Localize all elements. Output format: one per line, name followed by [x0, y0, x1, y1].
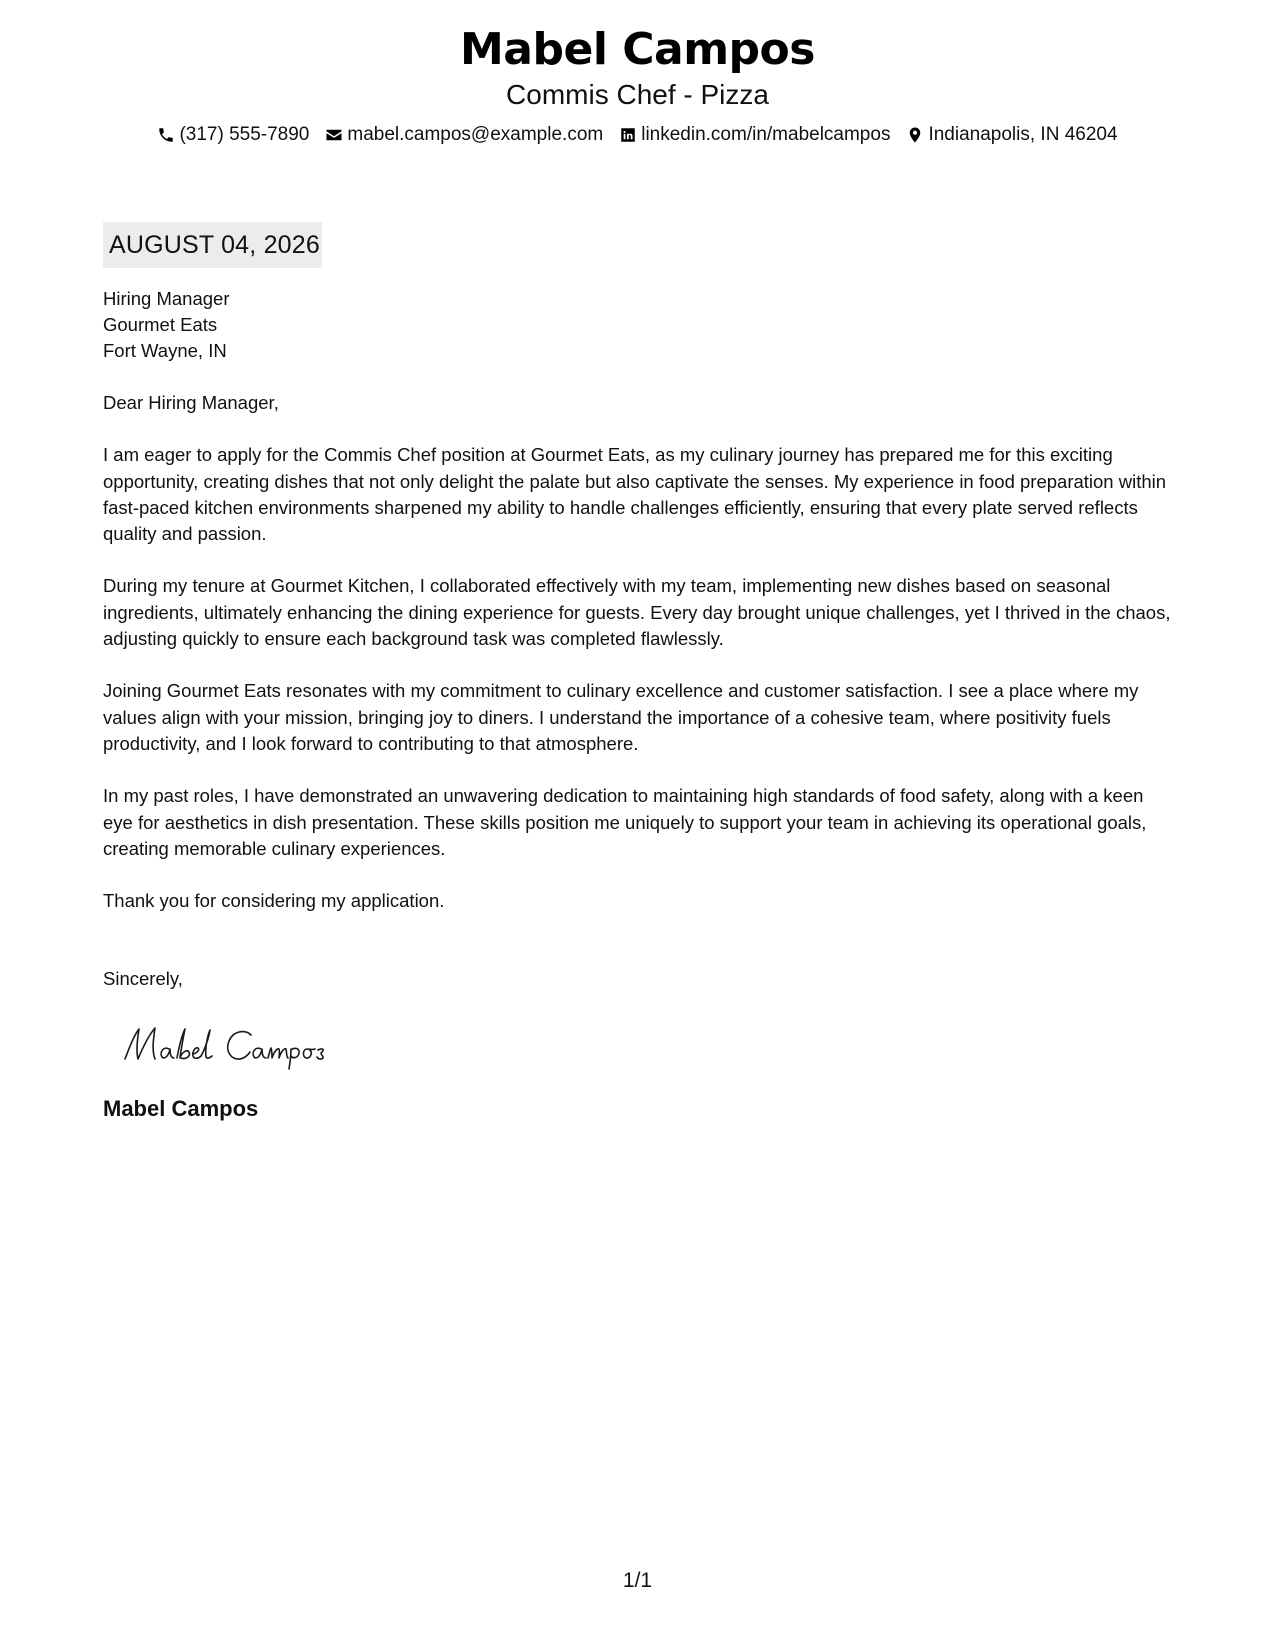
phone-number: (317) 555-7890 [179, 124, 310, 145]
location-text: Indianapolis, IN 46204 [928, 124, 1118, 145]
job-title: Commis Chef - Pizza [506, 79, 769, 110]
contact-phone [157, 122, 309, 148]
applicant-name: Mabel Campos [460, 24, 815, 75]
thanks-line: Thank you for considering my application. [103, 890, 445, 912]
body-paragraph: During my tenure at Gourmet Kitchen, I collaborated effectively with my team, implementing new dishes based on seasonal ingredients, ultimately enhancing the dining experience for guests. Every day brought unique challenges, yet I thrived in the chaos, adjusting quickly to ensure each background task was completed flawlessly. [103, 575, 1171, 650]
signer-name: Mabel Campos [103, 1095, 259, 1121]
linkedin-icon [619, 126, 637, 144]
recipient-block [103, 286, 1173, 364]
recipient-company: Gourmet Eats [103, 314, 218, 335]
envelope-icon [325, 126, 343, 144]
letter-date: AUGUST 04, 2026 [103, 222, 322, 268]
map-pin-icon [906, 126, 924, 144]
linkedin-url[interactable]: linkedin.com/in/mabelcampos [641, 124, 891, 145]
contact-bar [0, 122, 1275, 148]
contact-linkedin[interactable] [619, 122, 890, 148]
letter-body [103, 222, 1173, 1123]
recipient-name: Hiring Manager [103, 288, 230, 309]
closing-line: Sincerely, [103, 968, 183, 990]
salutation: Dear Hiring Manager, [103, 392, 279, 413]
letter-header [0, 22, 1275, 148]
handwritten-signature [119, 1019, 1173, 1073]
phone-icon [157, 126, 175, 144]
body-paragraph: I am eager to apply for the Commis Chef position at Gourmet Eats, as my culinary journey has prepared me for this exciting opportunity, creating dishes that not only delight the palate but also captivate the senses. My experience in food preparation within fast-paced kitchen environments sharpened my ability to handle challenges efficiently, ensuring that every plate served reflects quality and passion. [103, 444, 1167, 545]
page-number: 1/1 [622, 1569, 653, 1592]
contact-location [906, 122, 1117, 148]
body-paragraph: Joining Gourmet Eats resonates with my commitment to culinary excellence and customer satisfaction. I see a place where my values align with your mission, bringing joy to diners. I understand the importance of a cohesive team, where positivity fuels productivity, and I look forward to contributing to that atmosphere. [103, 680, 1139, 754]
recipient-location: Fort Wayne, IN [103, 340, 227, 361]
contact-email[interactable] [325, 122, 603, 148]
body-paragraph: In my past roles, I have demonstrated an unwavering dedication to maintaining high standards of food safety, along with a keen eye for aesthetics in dish presentation. These skills position me uniquely to support your team in achieving its operational goals, creating memorable culinary experiences. [103, 785, 1147, 859]
email-address[interactable]: mabel.campos@example.com [347, 124, 604, 145]
